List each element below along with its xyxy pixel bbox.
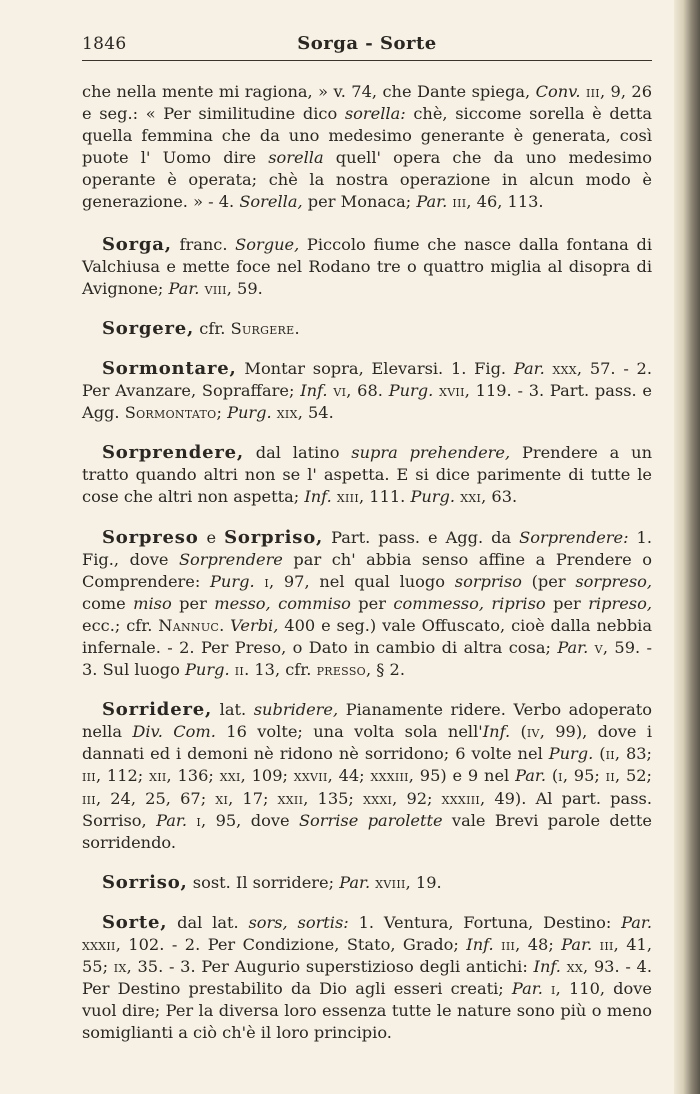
italic-text: Par.	[168, 278, 200, 298]
body-text: per Monaca;	[302, 192, 417, 212]
italic-text: ripreso,	[588, 593, 652, 613]
body-text: , 35. - 3. Per Augurio superstizioso degli antichi:	[126, 957, 534, 977]
body-text: , 59.	[226, 278, 263, 298]
headword: Sorpriso,	[224, 526, 324, 548]
small-caps-text: ii	[605, 766, 615, 786]
body-text: , 111.	[358, 487, 411, 507]
italic-text: ripriso	[491, 593, 546, 613]
body-text: Part. pass. e Agg. da	[323, 527, 520, 547]
body-text: , 19.	[405, 872, 442, 892]
body-text: , 59. - 3. Sul luogo	[82, 637, 652, 680]
body-text: , 44;	[327, 766, 371, 786]
italic-text: Par.	[561, 935, 593, 954]
italic-text: Inf.	[300, 381, 328, 401]
body-text: ecc.; cfr.	[82, 615, 159, 635]
italic-text: Purg.	[185, 660, 230, 680]
italic-text: Par.	[416, 192, 448, 212]
small-caps-text: ix	[113, 957, 127, 977]
body-text: , 135;	[303, 788, 364, 808]
headword: Sormontare,	[102, 357, 237, 379]
italic-text: Inf.	[304, 487, 332, 507]
body-text: (	[593, 744, 606, 764]
small-caps-text: xxxi	[363, 788, 393, 808]
body-text: per	[171, 593, 215, 613]
body-text	[271, 594, 278, 613]
italic-text: Sorgue,	[235, 234, 300, 254]
small-caps-text: i	[551, 979, 556, 999]
page-number: 1846	[82, 34, 127, 54]
body-text: , 48;	[515, 935, 562, 954]
body-text: chè, siccome sorella è detta quella femmina che da uno medesimo generante è generata, così puote l' Uomo dire	[82, 104, 652, 168]
body-text: , 110, dove vuol dire; Per la diversa loro essenza tutte le nature sono più o meno somiglianti a ciò ch'è il loro principio.	[82, 979, 653, 1043]
small-caps-text: xvii	[439, 381, 465, 401]
body-text: Piccolo fiume che nasce dalla fontana di Valchiusa e mette foce nel Rodano tre o quattro miglia al disopra di Avignone;	[82, 234, 653, 298]
small-caps-text: xxi	[460, 487, 482, 507]
small-caps-text: Nannuc	[158, 615, 220, 635]
body-text: , 83;	[614, 744, 653, 764]
small-caps-text: xxx	[552, 358, 577, 378]
small-caps-text: xiii	[336, 487, 359, 507]
body-text: , 109;	[240, 766, 294, 786]
headword: Sorgere,	[102, 317, 195, 339]
italic-text: commiso	[278, 593, 351, 613]
body-text: 1. Fig., dove	[82, 527, 652, 569]
body-text: par ch' abbia senso affine a Prendere o Comprendere:	[82, 549, 652, 591]
body-text: (per	[521, 571, 576, 591]
body-text	[545, 359, 553, 378]
headword: Sorpreso	[102, 526, 199, 548]
body-text: Prendere a un tratto quando altri non se l' aspetta. E si dice parimente di tutte le cose che altri non aspetta;	[82, 443, 652, 507]
italic-text: subridere,	[253, 700, 339, 720]
italic-text: Par.	[621, 912, 653, 932]
small-caps-text: vi	[333, 381, 347, 401]
headword: Sorriso,	[102, 871, 188, 893]
body-text: dal lat.	[167, 912, 249, 932]
body-text: .	[294, 318, 300, 338]
italic-text: Par.	[515, 766, 546, 786]
body-text: 1. Ventura, Fortuna, Destino:	[348, 912, 622, 932]
small-caps-text: Surgere	[230, 318, 295, 338]
body-text: , 49). Al part. pass. Sorriso,	[82, 788, 652, 830]
body-text: 400 e seg.) vale Offuscato, cioè dalla nebbia infernale. - 2. Per Preso, o Dato in cambio di altra cosa;	[82, 615, 653, 657]
small-caps-text: i	[196, 810, 202, 830]
italic-text: sors, sortis:	[248, 912, 349, 932]
small-caps-text: xx	[566, 957, 583, 977]
body-text: sost. Il sorridere;	[187, 872, 340, 892]
small-caps-text: v	[594, 637, 603, 657]
italic-text: Sorprendere:	[519, 527, 629, 547]
entry-sorpreso	[82, 527, 652, 682]
small-caps-text: ii	[605, 744, 615, 764]
italic-text: sorpriso	[454, 571, 522, 591]
entry-sorga	[82, 234, 652, 300]
body-text: , 9, 26 e seg.: « Per similitudine dico	[82, 82, 653, 124]
small-caps-text: iv	[526, 722, 540, 742]
entry-sorgere	[82, 318, 652, 340]
italic-text: miso	[133, 593, 172, 613]
small-caps-text: xi	[215, 788, 229, 808]
body-text: . 13, cfr.	[244, 660, 317, 680]
body-text: , 54.	[297, 403, 334, 423]
italic-text: sorpreso,	[575, 571, 653, 591]
small-caps-text: xii	[149, 766, 167, 786]
headword: Sorga,	[102, 233, 172, 255]
small-caps-text: viii	[204, 278, 227, 298]
italic-text: Par.	[156, 810, 187, 830]
body-text: , 102. - 2. Per Condizione, Stato, Grado;	[115, 935, 467, 954]
body-text: (	[510, 722, 527, 742]
body-text: e	[198, 527, 225, 547]
small-caps-text: xxi	[219, 766, 241, 786]
body-text: , 17;	[228, 788, 278, 808]
body-text: lat.	[212, 700, 254, 720]
body-text: che nella mente mi ragiona, » v. 74, che Dante spiega,	[82, 82, 536, 101]
body-text: , 99), dove i dannati ed i demoni nè ridono nè sorridono; 6 volte nel	[82, 722, 653, 764]
small-caps-text: xxxiii	[370, 766, 409, 786]
body-text: , 52;	[614, 766, 652, 786]
italic-text: Purg.	[210, 571, 255, 591]
small-caps-text: iii	[82, 766, 96, 786]
italic-text: Par.	[557, 637, 589, 657]
body-text: ;	[216, 403, 228, 423]
italic-text: Par.	[511, 979, 543, 999]
small-caps-text: xxxii	[82, 935, 116, 954]
body-text: dal latino	[243, 443, 352, 463]
entry-sorriso	[82, 872, 652, 894]
body-text: (	[546, 766, 559, 786]
body-text	[255, 572, 265, 591]
italic-text: commesso,	[393, 593, 484, 613]
small-caps-text: i	[264, 571, 269, 591]
small-caps-text: xxvii	[293, 766, 328, 786]
italic-text: Purg.	[227, 403, 272, 423]
italic-text: Verbi,	[230, 615, 279, 635]
headword: Sorprendere,	[102, 442, 244, 464]
entry-sorridere	[82, 699, 652, 854]
body-text: franc.	[171, 234, 236, 254]
body-text: Pianamente ridere. Verbo adoperato nella	[82, 700, 652, 742]
italic-text: Div. Com.	[132, 722, 216, 742]
body-text: , 97, nel qual luogo	[269, 571, 455, 591]
italic-text: Sorrise parolette	[298, 810, 443, 830]
small-caps-text: xxii	[277, 788, 304, 808]
body-text: , 57. - 2. Per Avanzare, Sopraffare;	[82, 358, 652, 401]
small-caps-text: presso	[316, 660, 366, 680]
entry-sorte	[82, 912, 652, 1045]
body-text: quell' opera che da uno medesimo operante è operata; chè la nostra operazione in alcun modo è generazione. » - 4.	[82, 148, 652, 212]
small-caps-text: Sormontato	[124, 403, 217, 423]
body-text	[187, 811, 196, 830]
body-text: , 41, 55;	[82, 935, 652, 977]
book-spine-shadow	[674, 0, 700, 1094]
body-text: , § 2.	[365, 660, 405, 680]
italic-text: Inf.	[482, 722, 511, 742]
body-text: 16 volte; una volta sola nell'	[215, 722, 483, 742]
body-text: .	[219, 615, 231, 635]
italic-text: Par.	[339, 872, 371, 892]
entry-sorprendere	[82, 442, 652, 508]
body-text: come	[82, 593, 134, 613]
body-text: , 46, 113.	[466, 192, 544, 212]
body-text: cfr.	[194, 318, 231, 338]
body-text: vale Brevi parole dette sorridendo.	[82, 810, 652, 852]
italic-text: sorella:	[344, 104, 406, 124]
italic-text: Inf.	[533, 957, 561, 977]
body-text: , 93. - 4. Per Destino prestabilito da Dio agli esseri creati;	[82, 957, 652, 999]
running-title: Sorga - Sorte	[297, 33, 437, 54]
body-text: per	[545, 593, 589, 613]
small-caps-text: i	[558, 766, 563, 786]
italic-text: Conv.	[535, 82, 581, 101]
italic-text: Par.	[513, 358, 545, 378]
italic-text: sorella	[268, 148, 324, 168]
body-text: , 24, 25, 67;	[95, 788, 216, 808]
entry-continuation	[82, 81, 652, 214]
entry-sormontare	[82, 358, 652, 424]
italic-text: Sorprendere	[178, 549, 283, 569]
body-text: , 95;	[562, 766, 606, 786]
page-header	[82, 30, 652, 61]
body-text: , 95, dove	[201, 810, 299, 830]
italic-text: messo,	[214, 593, 271, 613]
body-text: , 92;	[392, 788, 442, 808]
italic-text: Purg.	[410, 487, 456, 507]
small-caps-text: iii	[599, 935, 614, 954]
body-text	[592, 935, 599, 954]
body-text: , 112;	[95, 766, 150, 786]
italic-text: Purg.	[388, 381, 434, 401]
body-text: , 63.	[481, 487, 518, 507]
small-caps-text: iii	[501, 935, 516, 954]
body-text	[543, 979, 551, 998]
italic-text: Sorella,	[239, 192, 303, 212]
small-caps-text: iii	[82, 788, 96, 808]
italic-text: Inf.	[466, 935, 494, 954]
small-caps-text: iii	[586, 82, 600, 101]
headword: Sorridere,	[102, 699, 213, 721]
body-text: , 119. - 3. Part. pass. e Agg.	[82, 381, 653, 423]
small-caps-text: xviii	[375, 872, 406, 892]
italic-text: Purg.	[548, 744, 594, 764]
body-text: Montar sopra, Elevarsi. 1. Fig.	[236, 358, 514, 378]
body-text: , 95) e 9 nel	[408, 766, 516, 786]
entries	[82, 81, 652, 1044]
small-caps-text: iii	[452, 192, 467, 212]
small-caps-text: ii	[234, 660, 245, 680]
headword: Sorte,	[102, 911, 168, 933]
body-text: per	[350, 593, 394, 613]
dictionary-page	[82, 30, 652, 1062]
italic-text: supra prehendere,	[351, 443, 511, 463]
body-text: , 136;	[166, 766, 220, 786]
small-caps-text: xxxiii	[441, 788, 481, 808]
small-caps-text: xix	[276, 403, 298, 423]
body-text: , 68.	[346, 381, 389, 401]
